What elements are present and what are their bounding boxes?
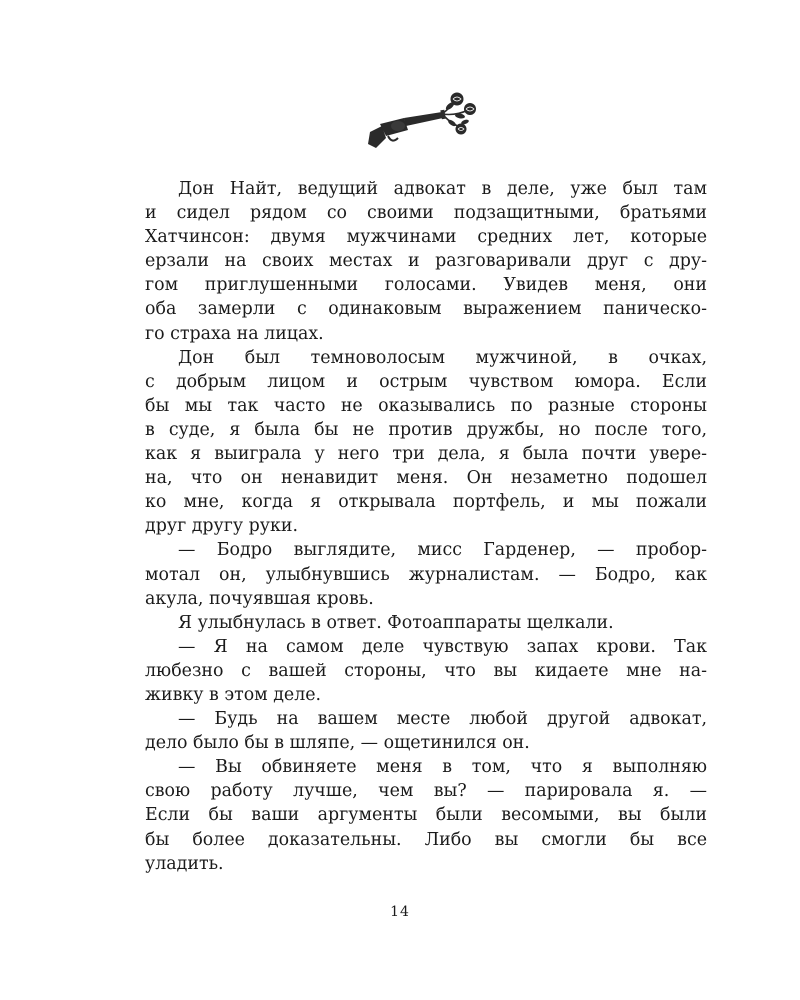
text-line: — Вы обвиняете меня в том, что я выполняю — [178, 757, 707, 778]
text-line: и сидел рядом со своими подзащитными, братьями — [145, 203, 707, 224]
text-line: уладить. — [145, 853, 224, 874]
paragraph — [145, 611, 707, 635]
text-line: Если бы ваши аргументы были весомыми, вы были — [145, 805, 707, 826]
paragraph — [145, 755, 707, 875]
text-line: Дон был темноволосым мужчиной, в очках, — [178, 347, 707, 368]
body-text — [145, 177, 707, 876]
text-line: любезно с вашей стороны, что вы кидаете мне на- — [145, 660, 707, 681]
text-line: гом приглушенными голосами. Увидев меня, они — [145, 275, 707, 296]
text-line: бы мы так часто не оказывались по разные стороны — [145, 395, 707, 416]
text-line: — Я на самом деле чувствую запах крови. Так — [178, 636, 707, 657]
text-line: мотал он, улыбнувшись журналистам. — Бодро, как — [145, 564, 707, 585]
paragraph — [145, 177, 707, 346]
revolver-with-roses-icon — [364, 92, 484, 156]
text-line: с добрым лицом и острым чувством юмора. Если — [145, 371, 707, 392]
text-line: в суде, я была бы не против дружбы, но после того, — [145, 419, 707, 440]
text-line: Я улыбнулась в ответ. Фотоаппараты щелкали. — [178, 612, 614, 633]
text-line: дело было бы в шляпе, — ощетинился он. — [145, 733, 530, 754]
text-line: ко мне, когда я открывала портфель, и мы пожали — [145, 492, 707, 513]
page-number: 14 — [390, 904, 410, 920]
paragraph — [145, 707, 707, 755]
text-line: го страха на лицах. — [145, 323, 324, 344]
text-line: — Бодро выглядите, мисс Гарденер, — пробор- — [178, 540, 707, 561]
text-line: акула, почуявшая кровь. — [145, 588, 374, 609]
text-line: на, что он ненавидит меня. Он незаметно подошел — [145, 468, 707, 489]
paragraph — [145, 635, 707, 707]
text-line: Дон Найт, ведущий адвокат в деле, уже был там — [178, 179, 707, 199]
text-line: живку в этом деле. — [145, 684, 322, 705]
text-line: Хатчинсон: двумя мужчинами средних лет, которые — [145, 227, 707, 248]
paragraph — [145, 538, 707, 610]
text-line: бы более доказательны. Либо вы смогли бы все — [145, 829, 707, 850]
text-line: как я выиграла у него три дела, я была почти увере- — [145, 444, 707, 465]
text-line: свою работу лучше, чем вы? — парировала я. — — [145, 781, 707, 802]
text-line: ерзали на своих местах и разговаривали друг с дру- — [145, 251, 707, 272]
text-line: оба замерли с одинаковым выражением паническо- — [145, 299, 707, 320]
paragraph — [145, 346, 707, 539]
text-line: друг другу руки. — [145, 516, 299, 537]
text-line: — Будь на вашем месте любой другой адвокат, — [178, 709, 707, 730]
